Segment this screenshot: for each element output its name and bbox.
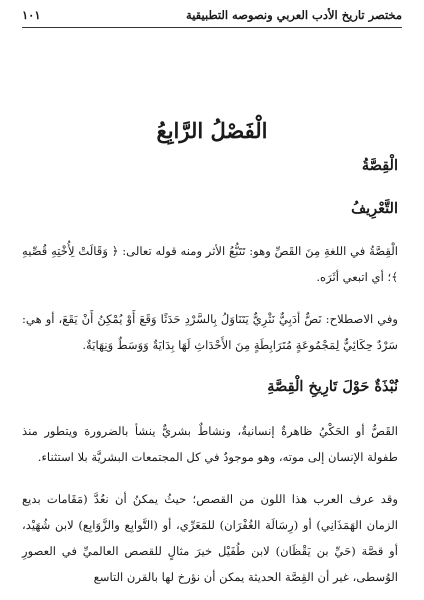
section-heading-history: نُبْذَةٌ حَوْلَ تَارِيخِ الْقِصَّةِ — [267, 378, 398, 395]
paragraph-arab-stories: وقد عرف العرب هذا اللون من القصص؛ حيثُ يمكنُ أن نعُدَّ (مَقَامات بديع الزمان الهَمَذَانِي) أو (رِسَالَة الغُفْرَان) للمَعَرِّي، أو (التَّوابِع والزَّوَابِع) لابن شُهَيْد، أو قصَّة (حَيِّ بن يَقْظَان) لابن طُفَيْل خيرَ مثالٍ للقصص العالميِّ في العصورِ الوُسطى، غير أن القِصَّة الحديثة يمكن أن نؤرخ لها بالقرن التاسع — [22, 492, 398, 584]
paragraph-technical-definition: وفي الاصطلاح: نَصٌّ أدَبِيٌّ نَثْرِيٌّ يَتَنَاوَلُ بِالسَّرْدِ حَدَثًا وَقَعَ أَوْ يُمْكِنُ أَنْ يَقَعَ، أو هي: سَرْدٌ حِكَائِيٌّ لِمَجْمُوعَةٍ مُتَرَابِطَةٍ مِنَ الأَحْدَاثِ لَهَا بِدَايَةٌ وَوَسَطٌ وَنِهَايَةٌ. — [22, 312, 398, 352]
section-heading-topic: الْقِصَّةُ — [361, 157, 398, 174]
chapter-title: الْفَصْلُ الرَّابِعُ — [156, 118, 268, 143]
page-number: ١٠١ — [22, 8, 41, 22]
running-header — [22, 6, 402, 24]
paragraph-history-intro: القَصُّ أو الحَكْيُ ظاهرةٌ إنسانيةٌ، ونشاطٌ بشريٌّ ينشأ بالضرورة ويتطور منذ طفولة الإنسان إلى موته، وهو موجودٌ في كل المجتمعات البشريَّة بلا استثناء. — [22, 424, 398, 464]
header-divider — [22, 27, 402, 28]
book-title: مختصر تاريخ الأدب العربي ونصوصه التطبيقية — [186, 8, 402, 22]
section-heading-definition: التَّعْرِيفُ — [351, 200, 398, 217]
paragraph-lexical-definition: الْقِصَّةُ في اللغةِ مِنَ القَصِّ وهو: تَتَبُّعُ الأثر ومنه قوله تعالى: ﴿ وَقَالَتْ لِأُخْتِهِ قُصِّيهِ ﴾؛ أي اتبعي أثَرَه. — [22, 244, 398, 284]
